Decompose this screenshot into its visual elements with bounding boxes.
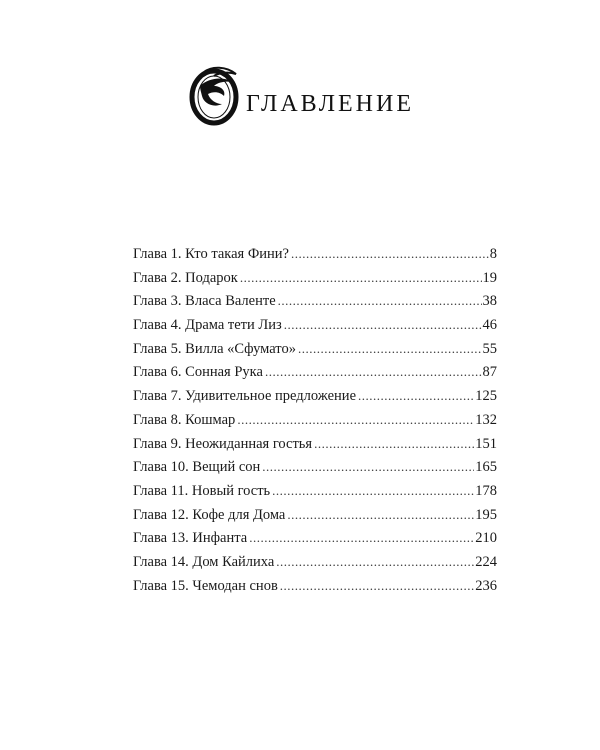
- dot-leader: [272, 483, 474, 499]
- dot-leader: [249, 530, 474, 546]
- dot-leader: [237, 412, 474, 428]
- toc-entry-title: Глава 2. Подарок: [133, 269, 238, 286]
- dot-leader: [262, 459, 474, 475]
- toc-entry-title: Глава 5. Вилла «Сфумато»: [133, 340, 296, 357]
- table-of-contents: [133, 246, 497, 601]
- toc-entry-page: 46: [482, 317, 497, 334]
- title-text: главление: [245, 82, 415, 119]
- dot-leader: [280, 578, 474, 594]
- toc-entry: [133, 483, 497, 507]
- toc-entry: [133, 246, 497, 270]
- toc-entry-page: 55: [482, 340, 497, 357]
- toc-entry: [133, 341, 497, 365]
- toc-entry-title: Глава 1. Кто такая Фини?: [133, 246, 289, 262]
- toc-entry: [133, 578, 497, 602]
- toc-entry-page: 151: [475, 435, 497, 452]
- toc-entry: [133, 270, 497, 294]
- toc-entry-page: 195: [475, 506, 497, 523]
- toc-entry-title: Глава 4. Драма тети Лиз: [133, 317, 282, 334]
- toc-entry-page: 224: [475, 553, 497, 570]
- toc-entry: [133, 317, 497, 341]
- decorative-initial: [186, 64, 244, 126]
- toc-entry: [133, 530, 497, 554]
- toc-entry-page: 178: [475, 482, 497, 499]
- toc-entry: [133, 436, 497, 460]
- dot-leader: [291, 246, 489, 262]
- page-title: [0, 56, 600, 126]
- toc-entry-page: 236: [475, 577, 497, 594]
- dot-leader: [240, 270, 482, 286]
- toc-entry-title: Глава 13. Инфанта: [133, 530, 248, 547]
- toc-entry-title: Глава 8. Кошмар: [133, 411, 236, 428]
- toc-entry: [133, 412, 497, 436]
- toc-entry-title: Глава 3. Власа Валенте: [133, 293, 276, 310]
- toc-entry-title: Глава 10. Вещий сон: [133, 459, 261, 476]
- toc-entry: [133, 554, 497, 578]
- dot-leader: [358, 388, 474, 404]
- dot-leader: [287, 507, 474, 523]
- toc-entry: [133, 388, 497, 412]
- toc-entry-page: 165: [475, 459, 497, 476]
- toc-entry-page: 210: [475, 530, 497, 547]
- ornamental-o-icon: [186, 64, 244, 126]
- dot-leader: [278, 293, 482, 309]
- toc-entry-title: Глава 9. Неожиданная гостья: [133, 435, 313, 452]
- toc-entry-page: 132: [475, 411, 497, 428]
- toc-entry-title: Глава 15. Чемодан снов: [133, 577, 278, 594]
- dot-leader: [284, 317, 482, 333]
- dot-leader: [265, 364, 482, 380]
- dot-leader: [298, 341, 482, 357]
- toc-entry-page: 125: [475, 388, 497, 405]
- toc-entry-page: 38: [482, 293, 497, 310]
- toc-entry-page: 87: [482, 364, 497, 381]
- toc-entry: [133, 507, 497, 531]
- dot-leader: [314, 436, 474, 452]
- toc-entry-title: Глава 7. Удивительное предложение: [133, 388, 357, 405]
- toc-entry-page: 19: [482, 269, 497, 286]
- toc-entry-title: Глава 11. Новый гость: [133, 482, 271, 499]
- dot-leader: [276, 554, 474, 570]
- toc-entry-title: Глава 12. Кофе для Дома: [133, 506, 286, 523]
- toc-entry-title: Глава 6. Сонная Рука: [133, 364, 263, 381]
- toc-entry-title: Глава 14. Дом Кайлиха: [133, 553, 275, 570]
- toc-entry-page: 8: [489, 246, 497, 262]
- toc-entry: [133, 364, 497, 388]
- toc-entry: [133, 459, 497, 483]
- toc-entry: [133, 293, 497, 317]
